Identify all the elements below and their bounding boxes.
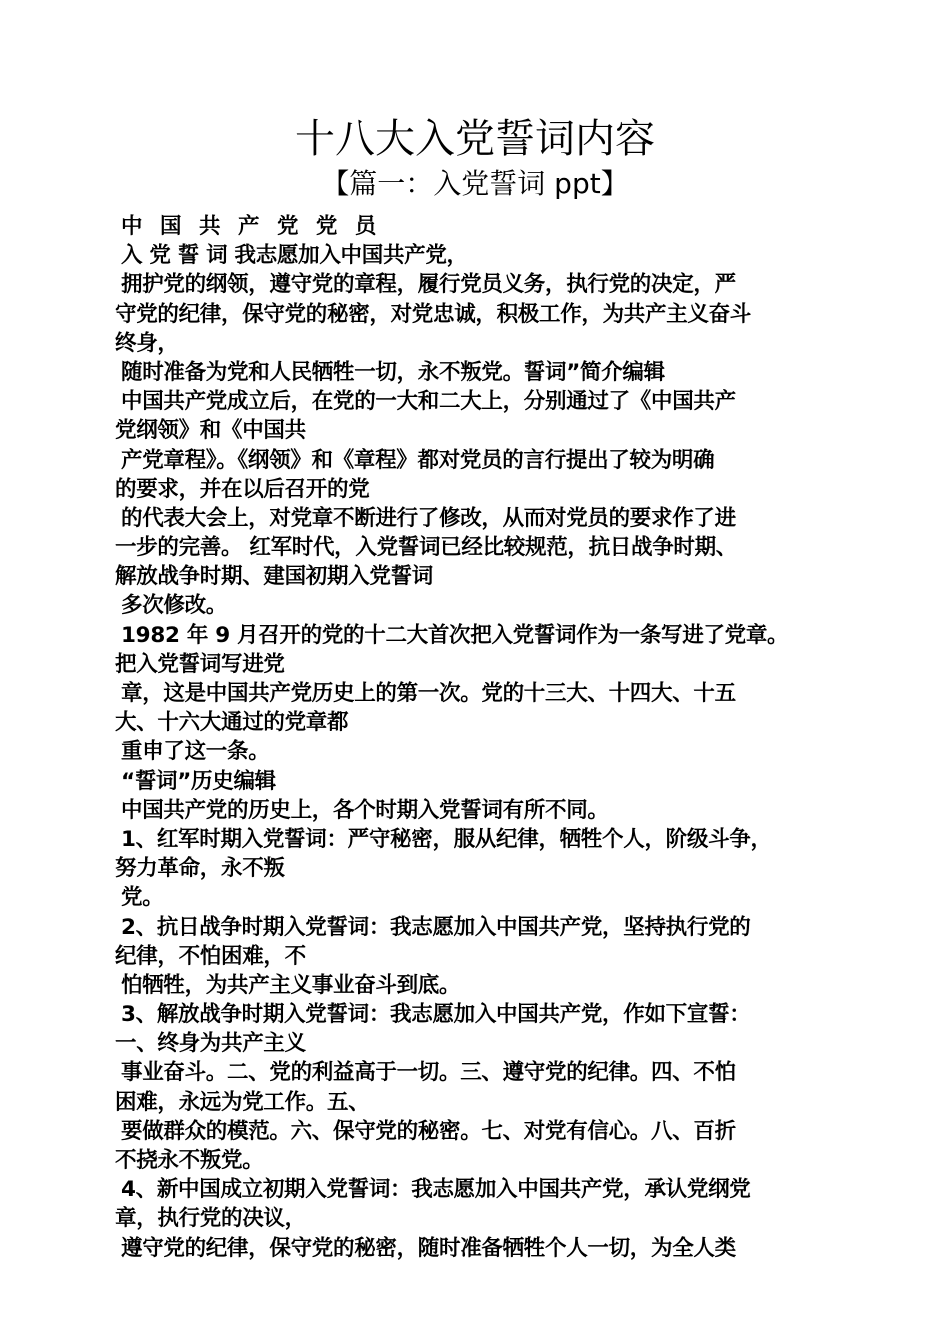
document-body xyxy=(115,212,843,1263)
text-line: 一、终身为共产主义 xyxy=(115,1031,306,1057)
text-line: 章，这是中国共产党历史上的第一次。党的十三大、十四大、十五 xyxy=(121,681,736,706)
text-line: 随时准备为党和人民牺牲一切，永不叛党。誓词”简介编辑 xyxy=(121,359,665,385)
text-line: 党。 xyxy=(121,885,164,911)
text-line: 入 党 誓 词 我志愿加入中国共产党， xyxy=(121,243,468,269)
text-line: 怕牺牲，为共产主义事业奋斗到底。 xyxy=(121,972,461,998)
text-line: 把入党誓词写进党 xyxy=(115,651,285,677)
text-line: 中 国 共 产 党 党 员 xyxy=(121,214,382,239)
text-line: 事业奋斗。二、党的利益高于一切。三、遵守党的纪律。四、不怕 xyxy=(121,1060,736,1086)
text-line: 纪律，不怕困难，不 xyxy=(115,943,306,969)
text-line: “誓词”历史编辑 xyxy=(121,768,276,794)
text-line: 解放战争时期、建国初期入党誓词 xyxy=(115,564,434,590)
text-line: 产党章程》。《纲领》和《章程》都对党员的言行提出了较为明确 xyxy=(121,447,715,473)
text-line: 1982 年 9 月召开的党的十二大首次把入党誓词作为一条写进了党章。 xyxy=(121,622,789,648)
document-title: 十八大入党誓词内容 xyxy=(295,116,655,162)
text-line: 的代表大会上，对党章不断进行了修改，从而对党员的要求作了进 xyxy=(121,505,736,531)
text-line: 终身， xyxy=(115,330,179,356)
text-line: 大、十六大通过的党章都 xyxy=(115,710,349,736)
text-line: 4、新中国成立初期入党誓词：我志愿加入中国共产党，承认党纲党 xyxy=(121,1177,751,1203)
text-line: 要做群众的模范。六、保守党的秘密。七、对党有信心。八、百折 xyxy=(121,1118,736,1144)
text-line: 遵守党的纪律，保守党的秘密，随时准备牺牲个人一切，为全人类 xyxy=(121,1235,736,1261)
text-line: 党纲领》和《中国共 xyxy=(115,418,306,444)
text-line: 重申了这一条。 xyxy=(121,739,270,765)
text-line: 守党的纪律，保守党的秘密，对党忠诚，积极工作，为共产主义奋斗 xyxy=(115,301,752,327)
text-line: 拥护党的纲领，遵守党的章程，履行党员义务，执行党的决定，严 xyxy=(121,272,736,298)
text-line: 章，执行党的决议， xyxy=(115,1206,306,1232)
text-line: 多次修改。 xyxy=(121,593,228,619)
text-line: 中国共产党的历史上，各个时期入党誓词有所不同。 xyxy=(121,797,609,823)
document-subtitle: 【篇一：入党誓词 ppt】 xyxy=(321,167,629,200)
text-line: 不挠永不叛党。 xyxy=(115,1148,264,1173)
text-line: 努力革命，永不叛 xyxy=(115,856,285,882)
text-line: 的要求，并在以后召开的党 xyxy=(115,476,370,502)
text-line: 1、红军时期入党誓词：严守秘密，服从纪律，牺牲个人，阶级斗争， xyxy=(121,826,772,852)
text-line: 一步的完善。 红军时代，入党誓词已经比较规范，抗日战争时期、 xyxy=(115,535,737,561)
text-line: 2、抗日战争时期入党誓词：我志愿加入中国共产党，坚持执行党的 xyxy=(121,914,751,940)
text-line: 3、解放战争时期入党誓词：我志愿加入中国共产党，作如下宣誓： xyxy=(121,1002,751,1028)
text-line: 困难，永远为党工作。五、 xyxy=(115,1089,370,1115)
text-line: 中国共产党成立后，在党的一大和二大上，分别通过了《中国共产 xyxy=(121,389,736,415)
